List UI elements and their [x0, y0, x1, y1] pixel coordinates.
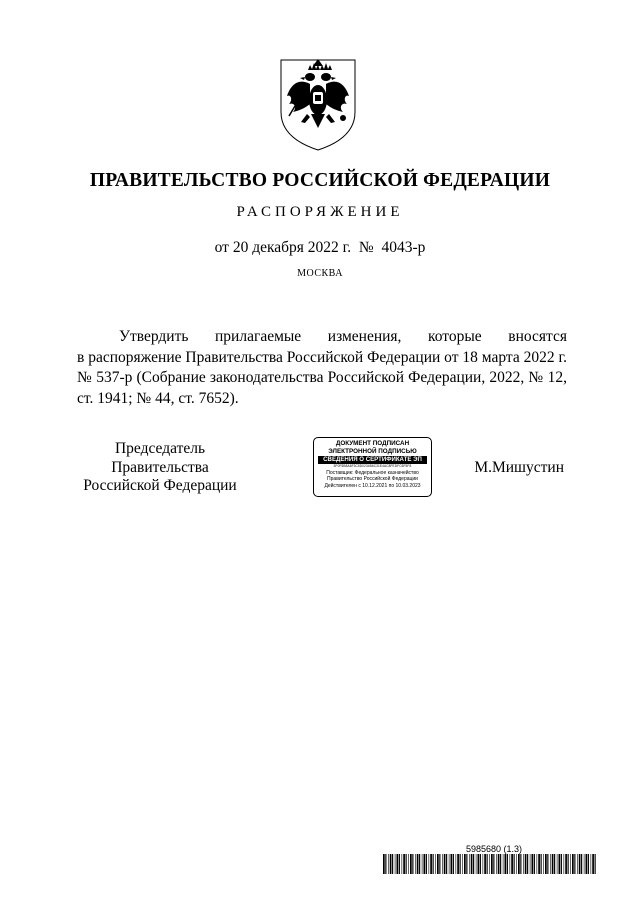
- signer-name: М.Мишустин: [474, 459, 564, 476]
- certificate-owner: Правительство Российской Федерации: [327, 476, 418, 483]
- barcode-icon: [383, 854, 596, 874]
- government-title: ПРАВИТЕЛЬСТВО РОССИЙСКОЙ ФЕДЕРАЦИИ: [89, 170, 551, 191]
- body-line: ст. 1941; № 44, ст. 7652).: [77, 389, 239, 407]
- body-line: Утвердить прилагаемые изменения, которые вносятся: [119, 328, 567, 345]
- position-line: Председатель Правительства: [111, 440, 209, 476]
- signer-position: [70, 440, 250, 496]
- certificate-validity: Действителен с 10.12.2021 по 10.03.2023: [324, 482, 421, 489]
- barcode-number: 5985680 (1.3): [466, 844, 523, 854]
- document-body: [77, 327, 567, 409]
- body-line: в распоряжение Правительства Российской Федерации от 18 марта 2022 г.: [77, 348, 567, 366]
- stamp-title-line2: ЭЛЕКТРОННОЙ ПОДПИСЬЮ: [328, 447, 417, 455]
- date-and-number: от 20 декабря 2022 г. № 4043-р: [214, 239, 426, 256]
- electronic-signature-stamp: [313, 437, 432, 497]
- stamp-title: [314, 440, 431, 455]
- certificate-header: СВЕДЕНИЯ О СЕРТИФИКАТЕ ЭП: [318, 456, 427, 464]
- position-line: Российской Федерации: [83, 477, 237, 494]
- certificate-serial: 5F0F5B8A6F3C5D0234B6C31E4AC8FEDFC5F5F8: [333, 463, 412, 468]
- coat-of-arms-icon: [277, 56, 359, 152]
- city: МОСКВА: [297, 268, 343, 279]
- stamp-title-line1: ДОКУМЕНТ ПОДПИСАН: [335, 440, 410, 447]
- body-line: № 537-р (Собрание законодательства Российской Федерации, 2022, № 12,: [77, 369, 567, 386]
- certificate-supplier: Поставщик: Федеральное казначейство: [326, 469, 419, 476]
- document-type: РАСПОРЯЖЕНИЕ: [236, 204, 404, 220]
